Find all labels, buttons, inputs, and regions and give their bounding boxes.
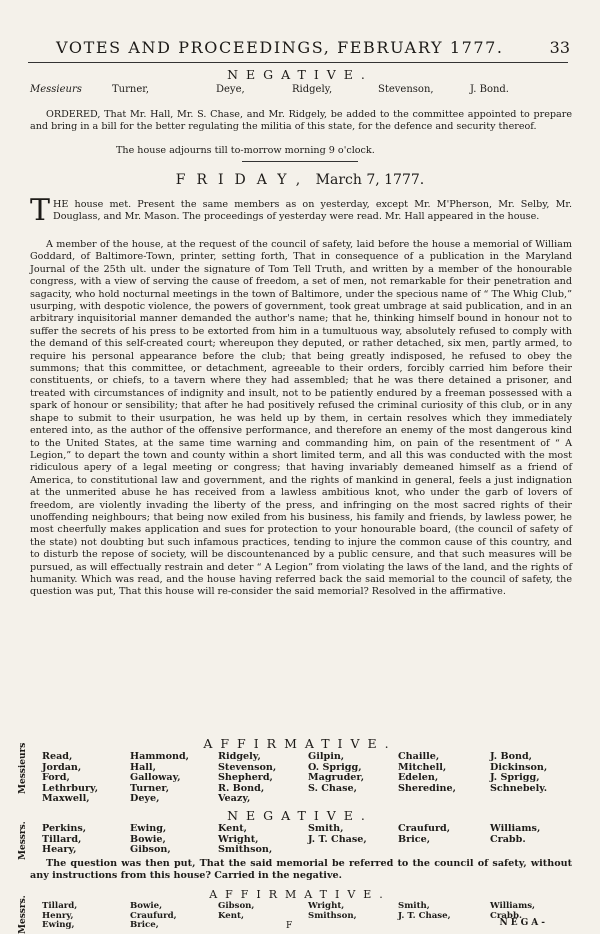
member-name: Ridgely, [218,751,261,762]
day-heading [0,172,600,188]
member-name: Craufurd, [130,910,177,921]
vote-column [308,824,367,845]
page-number: 33 [549,38,570,57]
member-name: Edelen, [398,772,439,784]
vote-column [130,752,189,805]
catchword: NEGA- [499,918,548,928]
member-name: Ridgely, [292,84,333,95]
member-name: Brice, [130,920,159,931]
member-name: J. Sprigg, [490,772,540,784]
member-name: J. Bond, [490,751,533,762]
member-name: Perkins, [42,823,87,834]
member-name: Henry, [42,910,74,921]
vote-column [490,824,540,845]
memorial-paragraph: A member of the house, at the request of the council of safety, laid before the house a memorial of William Goddard, of Baltimore-Town, printer, setting forth, That in consequence of a publication in the Maryland Journal of the 25th ult. under the signature of Tom Tell Truth, and written by a member of the honourable congress, with a view of serving the cause of freedom, a set of men, not remarkable for their penetration and sagacity, who hold nocturnal meetings in the town of Baltimore, under the specious name of “ The Whig Club,” usurping, with despotic violence, the powers of government, took great umbrage at said publication, and in an arbitrary inquisitorial manner demanded the author's name; that he, thinking himself bound in honour not to suffer the secrets of his press to be extorted from him in a tumultuous way, absolutely refused to comply with the demand of this self-created court; whereupon they deputed, or rather detached, six men, partly armed, to require his personal appearance before the club; that being greatly indisposed, he refused to obey the summons; that this committee, or detachment, agreeable to their orders, forcibly carried him before their constituents, or chiefs, to a tavern where they had assembled; that he was there detained a prisoner, and treated with circumstances of indignity and insult, not to be patiently endured by a freeman possessed with a spark of honour or sensibility; that after he had positively refused the criminal curiosity of this club, or in any shape to submit to their usurpation, he was held up by them, in certain resolves which they immediately entered into, as the author of the offensive performance, and therefore an enemy of the most dangerous kind to the United States, at the same time warning and commanding him, on pain of the resentment of “ A Legion,” to depart the town and county within a short limited term, and all this was conducted with the most ridiculous apery of a legal meeting or congress; that having invariably demeaned himself as a friend of America, to constitutional law and government, and the rights of mankind in general, feels a just indignation at the unmerited abuse he has received from a lawless ambitious knot, who under the garb of lovers of freedom, are violently invading the liberty of the press, and infringing on the most sacred rights of their unoffending neighbours; that being now exiled from his business, his family and friends, by lawless power, he most cheerfully makes application and sues for protection to your honourable board, (the council of safety of the state) not doubting but such infamous practices, tending to injure the common cause of this country, and to disturb the repose of society, will be discountenanced by a public censure, and that such measures will be pursued, as will effectually restrain and deter “ A Legion” from violating the laws of the land, and the rights of humanity. Which was read, and the house having referred back the said memorial to the council of safety, the question was put, That this house will re-consider the said memorial? Resolved in the affirmative. [30,239,572,598]
vote-column [308,902,357,921]
member-name: Jordan, [42,761,82,773]
member-name: S. Chase, [308,782,357,794]
affirmative-heading: AFFIRMATIVE. [203,736,397,751]
header-rule [28,62,568,63]
day-date: March 7, 1777. [315,172,425,188]
vote-column [308,752,364,794]
vote-side-label: Messieurs [18,742,28,794]
vote-side-label: Messrs. [18,821,28,860]
vote-column [398,902,451,921]
member-name: Stevenson, [218,761,277,773]
member-name: Smithson, [308,910,357,921]
member-name: Gilpin, [308,751,345,762]
member-name: Brice, [398,833,431,845]
section-rule [242,161,358,162]
member-name: Ewing, [42,920,75,931]
member-name: Smith, [308,823,344,834]
header-title: VOTES AND PROCEEDINGS, FEBRUARY 1777. [56,38,504,57]
vote-column [42,902,77,931]
member-name: Williams, [490,901,536,911]
member-name: Turner, [130,782,170,794]
member-name: Ford, [42,772,70,784]
member-name: Kent, [218,823,247,834]
member-name: Craufurd, [398,823,451,834]
negative-heading: NEGATIVE. [227,67,373,82]
vote-column [218,752,276,805]
member-name: Wright, [308,901,345,911]
affirmative-vote-list-1 [30,752,570,808]
affirmative-heading-2: AFFIRMATIVE. [209,888,391,901]
member-name: Gibson, [218,901,255,911]
drop-cap: T [30,193,51,228]
negative-heading-2: NEGATIVE. [227,808,373,823]
intro-paragraph [30,193,572,228]
intro-text: HE house met. Present the same members as on yesterday, except Mr. M'Pherson, Mr. Selby, Mr. Douglass, and Mr. Mason. The proceedings of yesterday were read. Mr. Hall appeared in the house. [53,199,572,223]
member-name: Shepherd, [218,772,273,784]
ordered-lead: ORDERED, [46,109,101,120]
names-prefix: Messieurs [30,84,82,95]
member-name: J. T. Chase, [308,833,367,845]
vote-column [218,824,272,856]
ordered-text: That Mr. Hall, Mr. S. Chase, and Mr. Ridgely, be added to the committee appointed to prepare and bring in a bill for the better regulating the militia of this state, for the defence and security thereof. [30,109,572,133]
negative-vote-list-1 [30,824,570,858]
member-name: Sheredine, [398,782,456,794]
member-name: Gibson, [130,844,171,856]
member-name: J. T. Chase, [398,910,451,921]
member-name: Heary, [42,844,77,856]
vote-column [130,824,171,856]
member-name: Deye, [130,793,160,805]
member-name: Maxwell, [42,793,90,805]
running-header [56,38,570,64]
member-name: Williams, [490,823,541,834]
member-name: Dickinson, [490,761,548,773]
signature-mark: F [286,921,293,931]
affirmative-vote-list-2 [30,902,570,932]
member-name: Lethrbury, [42,782,99,794]
vote-column [42,752,98,805]
member-name: Hall, [130,761,156,773]
member-name: Bowie, [130,833,166,845]
member-name: Tillard, [42,833,82,845]
vote-column [130,902,177,931]
ordered-paragraph [30,109,572,134]
vote-column [398,752,456,794]
vote-side-label: Messrs. [18,895,28,934]
member-name: Smith, [398,901,430,911]
member-name: R. Bond, [218,782,265,794]
member-name: Chaille, [398,751,440,762]
member-name: Ewing, [130,823,167,834]
member-name: Veazy, [218,793,251,805]
member-name: Deye, [216,84,245,95]
member-name: Hammond, [130,751,190,762]
member-name: Smithson, [218,844,273,856]
vote-column [398,824,450,845]
member-name: Mitchell, [398,761,447,773]
member-name: Magruder, [308,772,365,784]
member-name: Crabb. [490,910,522,921]
member-name: Stevenson, [378,84,434,95]
member-name: Read, [42,751,73,762]
member-name: Tillard, [42,901,78,911]
adjournment-line: The house adjourns till to-morrow morning 9 o'clock. [116,145,375,156]
vote-column [42,824,86,856]
member-name: Turner, [112,84,150,95]
vote-column [490,752,547,794]
question-paragraph: The question was then put, That the said memorial be referred to the council of safety, without any instructions from this house? Carried in the negative. [30,858,572,882]
vote-column [218,902,254,921]
member-name: Crabb. [490,833,526,845]
member-name: Schnebely. [490,782,548,794]
member-name: Kent, [218,910,244,921]
day-name: FRIDAY, [175,172,312,188]
member-name: Wright, [218,833,259,845]
member-name: Bowie, [130,901,163,911]
member-name: J. Bond. [470,84,509,95]
member-name: Galloway, [130,772,181,784]
member-name: O. Sprigg, [308,761,362,773]
negative-names [30,84,570,96]
